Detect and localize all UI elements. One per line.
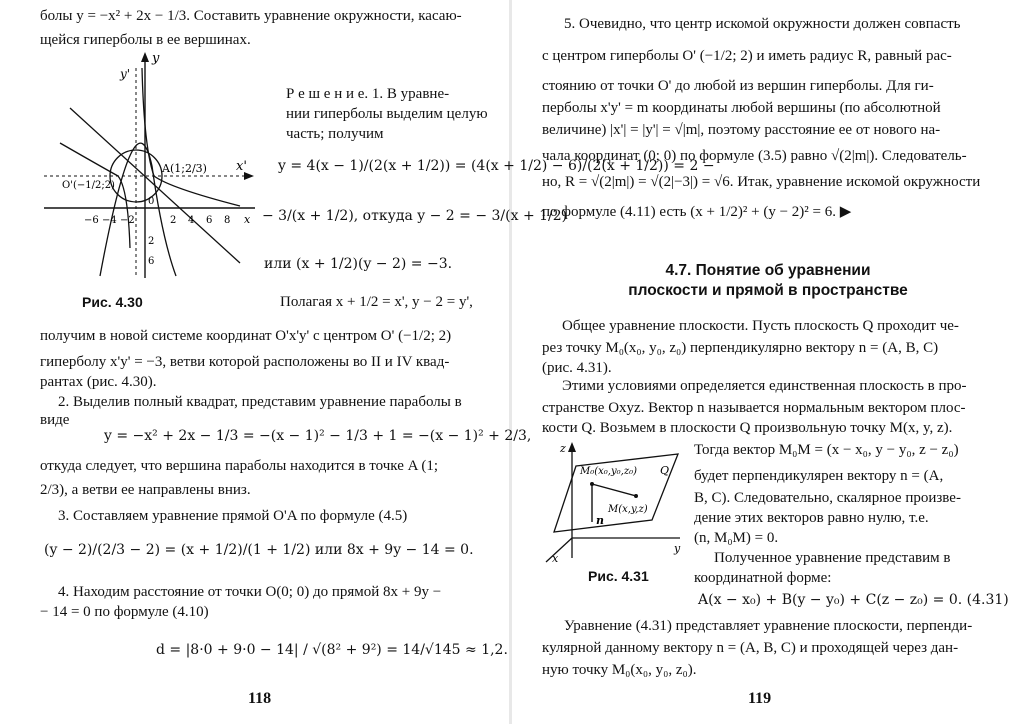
text-line: Р е ш е н и е. 1. В уравне-	[286, 86, 450, 102]
y-axis-arrow	[141, 52, 149, 62]
text-line: − 14 = 0 по формуле (4.10)	[40, 604, 209, 620]
section-heading: плоскости и прямой в пространстве	[628, 282, 908, 299]
text-line: координатной форме:	[694, 570, 832, 586]
axis-y-label: y	[152, 51, 160, 66]
tick-label: 2	[148, 236, 155, 247]
text-line: ную точку M₀(x₀, y₀, z₀).	[542, 662, 697, 678]
tick-label: x	[244, 213, 251, 226]
text-line: нии гиперболы выделим целую	[286, 106, 488, 122]
figure-caption: Рис. 4.30	[82, 294, 143, 310]
text-line: B, C). Следовательно, скалярное произве-	[694, 490, 961, 506]
text-line: виде	[40, 412, 70, 428]
tick-label: −6	[84, 215, 99, 226]
text-line: гиперболу x'y' = −3, ветви которой расположены во II и IV квад-	[40, 354, 450, 370]
label-n: n	[596, 514, 604, 527]
tick-label: 4	[188, 215, 195, 226]
text-line: 4. Находим расстояние от точки O(0; 0) до прямой 8x + 9y −	[58, 584, 442, 600]
section-heading: 4.7. Понятие об уравнении	[665, 262, 871, 279]
axis-x-prime-label: x'	[236, 159, 247, 174]
figure-caption: Рис. 4.31	[588, 568, 649, 584]
figure-4-30	[40, 48, 260, 288]
text-line: 5. Очевидно, что центр искомой окружности должен совпасть	[564, 16, 961, 32]
text-line: кулярной данному вектору n = (A, B, C) и проходящей через дан-	[542, 640, 959, 656]
text-line: но, R = √(2|m|) = √(2|−3|) = √6. Итак, уравнение искомой окружности	[542, 174, 981, 190]
text-line: 3. Составляем уравнение прямой O'A по формуле (4.5)	[58, 508, 408, 524]
text-line: Полученное уравнение представим в	[714, 550, 951, 566]
text-line: откуда следует, что вершина параболы находится в точке A (1;	[40, 458, 439, 474]
text-line: рез точку M₀(x₀, y₀, z₀) перпендикулярно вектору n = (A, B, C)	[542, 340, 939, 356]
formula-line: y = −x² + 2x − 1/3 = −(x − 1)² − 1/3 + 1 = −(x − 1)² + 2/3,	[104, 428, 532, 444]
tick-label: −2	[120, 215, 135, 226]
text-line: получим в новой системе координат O'x'y' с центром O' (−1/2; 2)	[40, 328, 452, 344]
formula-line: A(x − x₀) + B(y − y₀) + C(z − z₀) = 0. (4.31)	[698, 592, 1009, 608]
label-z: z	[560, 442, 566, 455]
text-line: Общее уравнение плоскости. Пусть плоскость Q проходит че-	[562, 318, 959, 334]
text-line: будет перпендикулярен вектору n = (A,	[694, 468, 944, 484]
text-line: кости Q. Возьмем в плоскости Q произвольную точку M(x, y, z).	[542, 420, 953, 436]
point-o-prime-label: O'(−1/2;2)	[62, 180, 115, 191]
page-number: 119	[748, 690, 772, 707]
text-line: стоянию от точки O' до любой из вершин гиперболы. Для ги-	[542, 78, 934, 94]
formula-line: d = |8·0 + 9·0 − 14| / √(8² + 9²) = 14/√145 ≈ 1,2.	[156, 642, 508, 658]
text-line: с центром гиперболы O' (−1/2; 2) и иметь радиус R, равный рас-	[542, 48, 952, 64]
x-axis	[546, 538, 572, 562]
hyperbola-branch-right	[142, 68, 240, 206]
point-m0	[590, 482, 594, 486]
point-m	[634, 494, 638, 498]
text-line: Тогда вектор M₀M = (x − x₀, y − y₀, z − z₀)	[694, 442, 959, 458]
formula-line: (y − 2)/(2/3 − 2) = (x + 1/2)/(1 + 1/2) или 8x + 9y − 14 = 0.	[44, 542, 474, 558]
right-page	[512, 0, 1024, 724]
text-line: часть; получим	[286, 126, 384, 142]
text-line: 2/3), а ветви ее направлены вниз.	[40, 482, 251, 498]
text-line: (n, M₀M) = 0.	[694, 530, 779, 546]
text-line: Уравнение (4.31) представляет уравнение плоскости, перпенди-	[564, 618, 973, 634]
text-line: странстве Oxyz. Вектор n называется нормальным вектором плос-	[542, 400, 966, 416]
text-line: по формуле (4.11) есть (x + 1/2)² + (y − 2)² = 6. ▶	[542, 204, 852, 220]
tick-label: 6	[206, 215, 213, 226]
label-m: M(x,y,z)	[608, 504, 648, 515]
text-line: щейся гиперболы в ее вершинах.	[40, 32, 251, 48]
label-y: y	[674, 542, 681, 555]
vector-m0-m	[592, 484, 636, 496]
origin-label: 0	[148, 196, 155, 207]
text-line: чала координат (0; 0) по формуле (3.5) равно √(2|m|). Следователь-	[542, 148, 967, 164]
label-q: Q	[660, 464, 670, 477]
text-line: Полагая x + 1/2 = x', y − 2 = y',	[280, 294, 473, 310]
formula-line: или (x + 1/2)(y − 2) = −3.	[264, 256, 453, 272]
z-axis-arrow	[568, 442, 576, 452]
label-x: x	[552, 552, 559, 565]
figure-4-31	[540, 438, 688, 566]
tick-label: 2	[170, 215, 177, 226]
text-line: дение этих векторов равно нулю, т.е.	[694, 510, 929, 526]
text-line: 2. Выделив полный квадрат, представим уравнение параболы в	[58, 394, 462, 410]
page-number: 118	[248, 690, 272, 707]
point-a-label: A(1;2/3)	[162, 162, 207, 175]
text-line: перболы x'y' = m координаты любой вершины (по абсолютной	[542, 100, 941, 116]
text-line: (рис. 4.31).	[542, 360, 612, 376]
axis-y-prime-label: y'	[120, 67, 131, 81]
formula-line: − 3/(x + 1/2), откуда y − 2 = − 3/(x + 1/2)	[262, 208, 568, 224]
text-line: Этими условиями определяется единственная плоскость в про-	[562, 378, 967, 394]
tick-label: 6	[148, 256, 155, 267]
text-line: рантах (рис. 4.30).	[40, 374, 157, 390]
tick-label: 8	[224, 215, 231, 226]
label-m0: M₀(x₀,y₀,z₀)	[580, 466, 637, 477]
tick-label: −4	[102, 215, 117, 226]
formula-line: y = 4(x − 1)/(2(x + 1/2)) = (4(x + 1/2) − 6)/(2(x + 1/2)) = 2 −	[278, 158, 715, 174]
text-line: болы y = −x² + 2x − 1/3. Составить уравнение окружности, касаю-	[40, 8, 462, 24]
text-line: величине) |x'| = |y'| = √|m|, поэтому расстояние ее от нового на-	[542, 122, 941, 138]
